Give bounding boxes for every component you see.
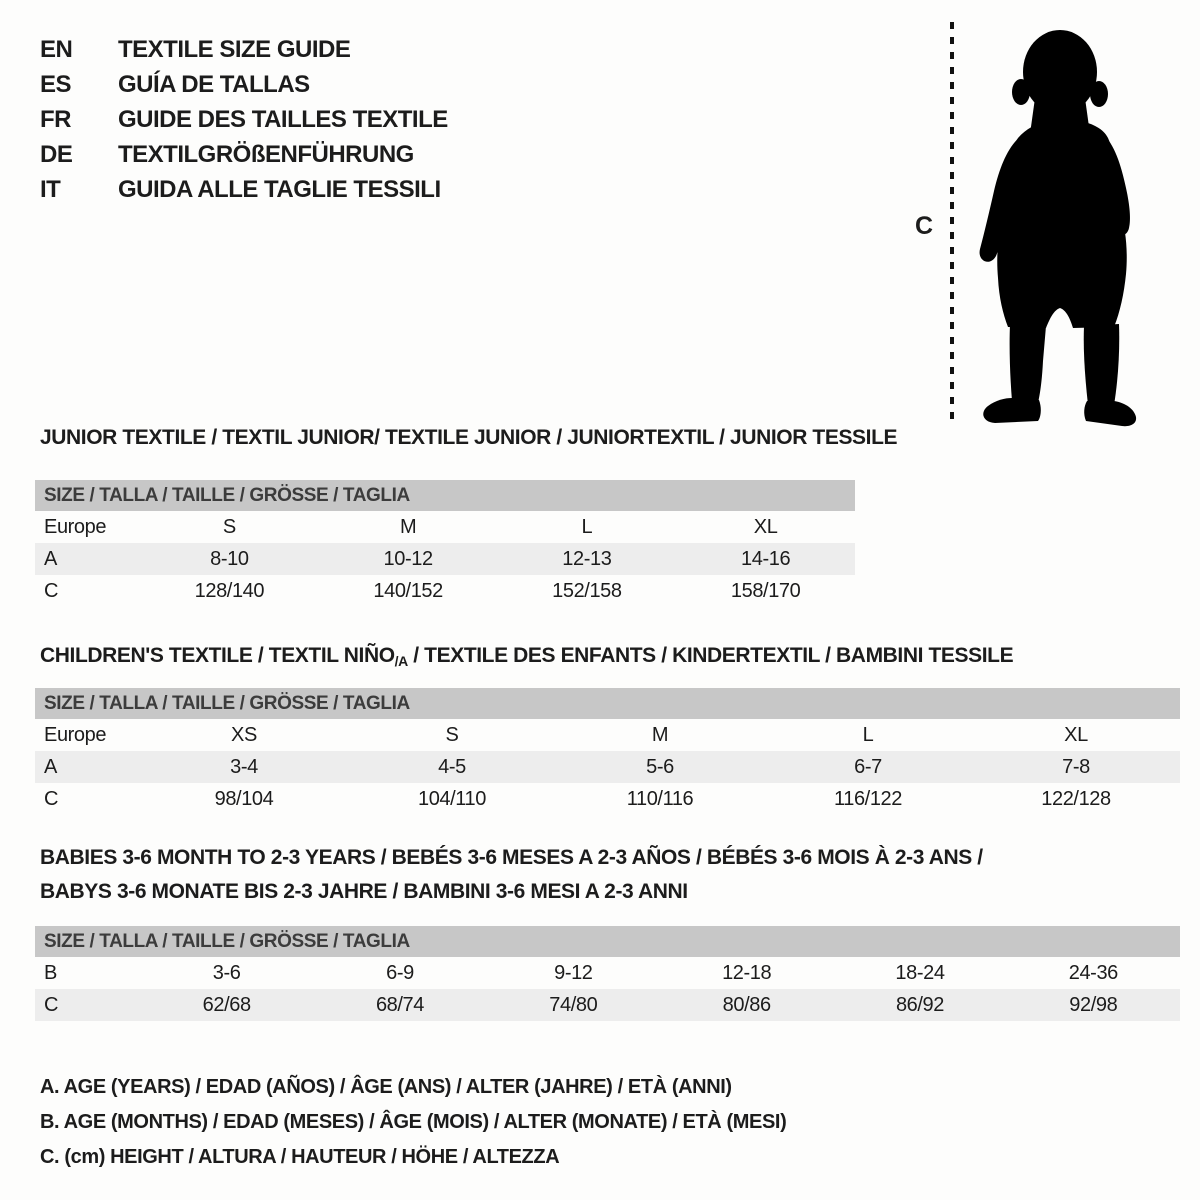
table-cell: M [399,516,417,538]
table-cell: 10-12 [383,548,433,570]
children-title-rest: / TEXTILE DES ENFANTS / KINDERTEXTIL / BAMBINI TESSILE [407,644,1014,667]
language-code: FR [40,106,71,133]
table-cell: 24-36 [1068,962,1118,984]
table-row [35,751,1180,783]
legend-age-months: B. AGE (MONTHS) / EDAD (MESES) / ÂGE (MOIS) / ALTER (MONATE) / ETÀ (MESI) [40,1111,787,1133]
toddler-body [980,30,1137,426]
table-cell: 5-6 [646,756,674,778]
table-cell: 18-24 [895,962,945,984]
children-size-table [35,688,1180,815]
table-row [35,511,855,543]
table-cell: S [445,724,459,746]
table-cell: 62/68 [202,994,251,1016]
table-cell: 80/86 [722,994,771,1016]
guide-title-it: GUIDA ALLE TAGLIE TESSILI [118,176,441,203]
junior-size-table [35,480,855,607]
language-code: DE [40,141,73,168]
table-row [35,989,1180,1021]
language-row-en [40,32,448,67]
table-cell: 12-18 [722,962,772,984]
size-header-bar: SIZE / TALLA / TAILLE / GRÖSSE / TAGLIA [35,688,1180,719]
table-cell: 74/80 [549,994,598,1016]
row-label: Europe [44,516,107,538]
table-cell: 140/152 [373,580,443,602]
measure-legend [40,1070,786,1175]
table-row [35,719,1180,751]
height-measure-label: C [915,212,934,240]
guide-title-en: TEXTILE SIZE GUIDE [118,36,351,63]
table-cell: 152/158 [552,580,622,602]
table-cell: 92/98 [1069,994,1118,1016]
table-cell: 4-5 [438,756,466,778]
row-label: C [44,580,59,602]
table-cell: XS [231,724,257,746]
table-row [35,957,1180,989]
row-label: C [44,994,59,1016]
children-section-title [40,644,1013,669]
table-cell: 86/92 [895,994,945,1016]
children-title-main: CHILDREN'S TEXTILE / TEXTIL NIÑO [40,644,395,667]
babies-size-table [35,926,1180,1021]
size-header-bar: SIZE / TALLA / TAILLE / GRÖSSE / TAGLIA [35,480,855,511]
size-header-bar: SIZE / TALLA / TAILLE / GRÖSSE / TAGLIA [35,926,1180,957]
language-row-fr [40,102,448,137]
table-row [35,575,855,607]
table-cell: 158/170 [730,580,801,602]
table-cell: 116/122 [833,788,902,810]
table-cell: 128/140 [194,580,265,602]
language-title-list [40,32,448,207]
language-row-de [40,137,448,172]
row-label: Europe [44,724,107,746]
table-cell: 122/128 [1041,788,1111,810]
table-cell: XL [1064,724,1088,746]
table-cell: 110/116 [626,788,694,810]
table-cell: 3-4 [230,756,258,778]
table-cell: 12-13 [562,548,612,570]
row-label: A [44,756,57,778]
guide-title-fr: GUIDE DES TAILLES TEXTILE [118,106,448,133]
table-cell: L [862,724,874,746]
children-title-sub: /A [394,653,408,669]
language-code: ES [40,71,72,98]
junior-section-title: JUNIOR TEXTILE / TEXTIL JUNIOR/ TEXTILE JUNIOR / JUNIORTEXTIL / JUNIOR TESSILE [40,426,898,449]
table-cell: 9-12 [554,962,593,984]
table-cell: XL [753,516,778,538]
language-row-es [40,67,448,102]
table-cell: 104/110 [417,788,486,810]
table-cell: 14-16 [741,548,791,570]
table-cell: 6-7 [854,756,882,778]
row-label: B [44,962,57,984]
table-cell: S [222,516,236,538]
guide-title-es: GUÍA DE TALLAS [118,71,310,98]
table-cell: L [581,516,593,538]
table-row [35,543,855,575]
table-cell: 7-8 [1062,756,1090,778]
language-code: EN [40,36,73,63]
row-label: C [44,788,59,810]
language-row-it [40,172,448,207]
table-cell: M [651,724,669,746]
babies-section-title-line2: BABYS 3-6 MONATE BIS 2-3 JAHRE / BAMBINI 3-6 MESI A 2-3 ANNI [40,880,688,903]
legend-height-cm: C. (cm) HEIGHT / ALTURA / HAUTEUR / HÖHE / ALTEZZA [40,1146,560,1168]
legend-age-years: A. AGE (YEARS) / EDAD (AÑOS) / ÂGE (ANS) / ALTER (JAHRE) / ETÀ (ANNI) [40,1076,732,1098]
toddler-silhouette-icon [900,6,1200,434]
row-label: A [44,548,57,570]
language-code: IT [40,176,61,203]
table-cell: 98/104 [214,788,274,810]
table-cell: 68/74 [375,994,425,1016]
babies-section-title-line1: BABIES 3-6 MONTH TO 2-3 YEARS / BEBÉS 3-6 MESES A 2-3 AÑOS / BÉBÉS 3-6 MOIS À 2-3 ANS / [40,846,983,869]
table-row [35,783,1180,815]
toddler-figure [900,6,1200,434]
guide-title-de: TEXTILGRÖßENFÜHRUNG [118,141,414,168]
table-cell: 3-6 [212,962,241,984]
table-cell: 6-9 [386,962,414,984]
table-cell: 8-10 [210,548,249,570]
